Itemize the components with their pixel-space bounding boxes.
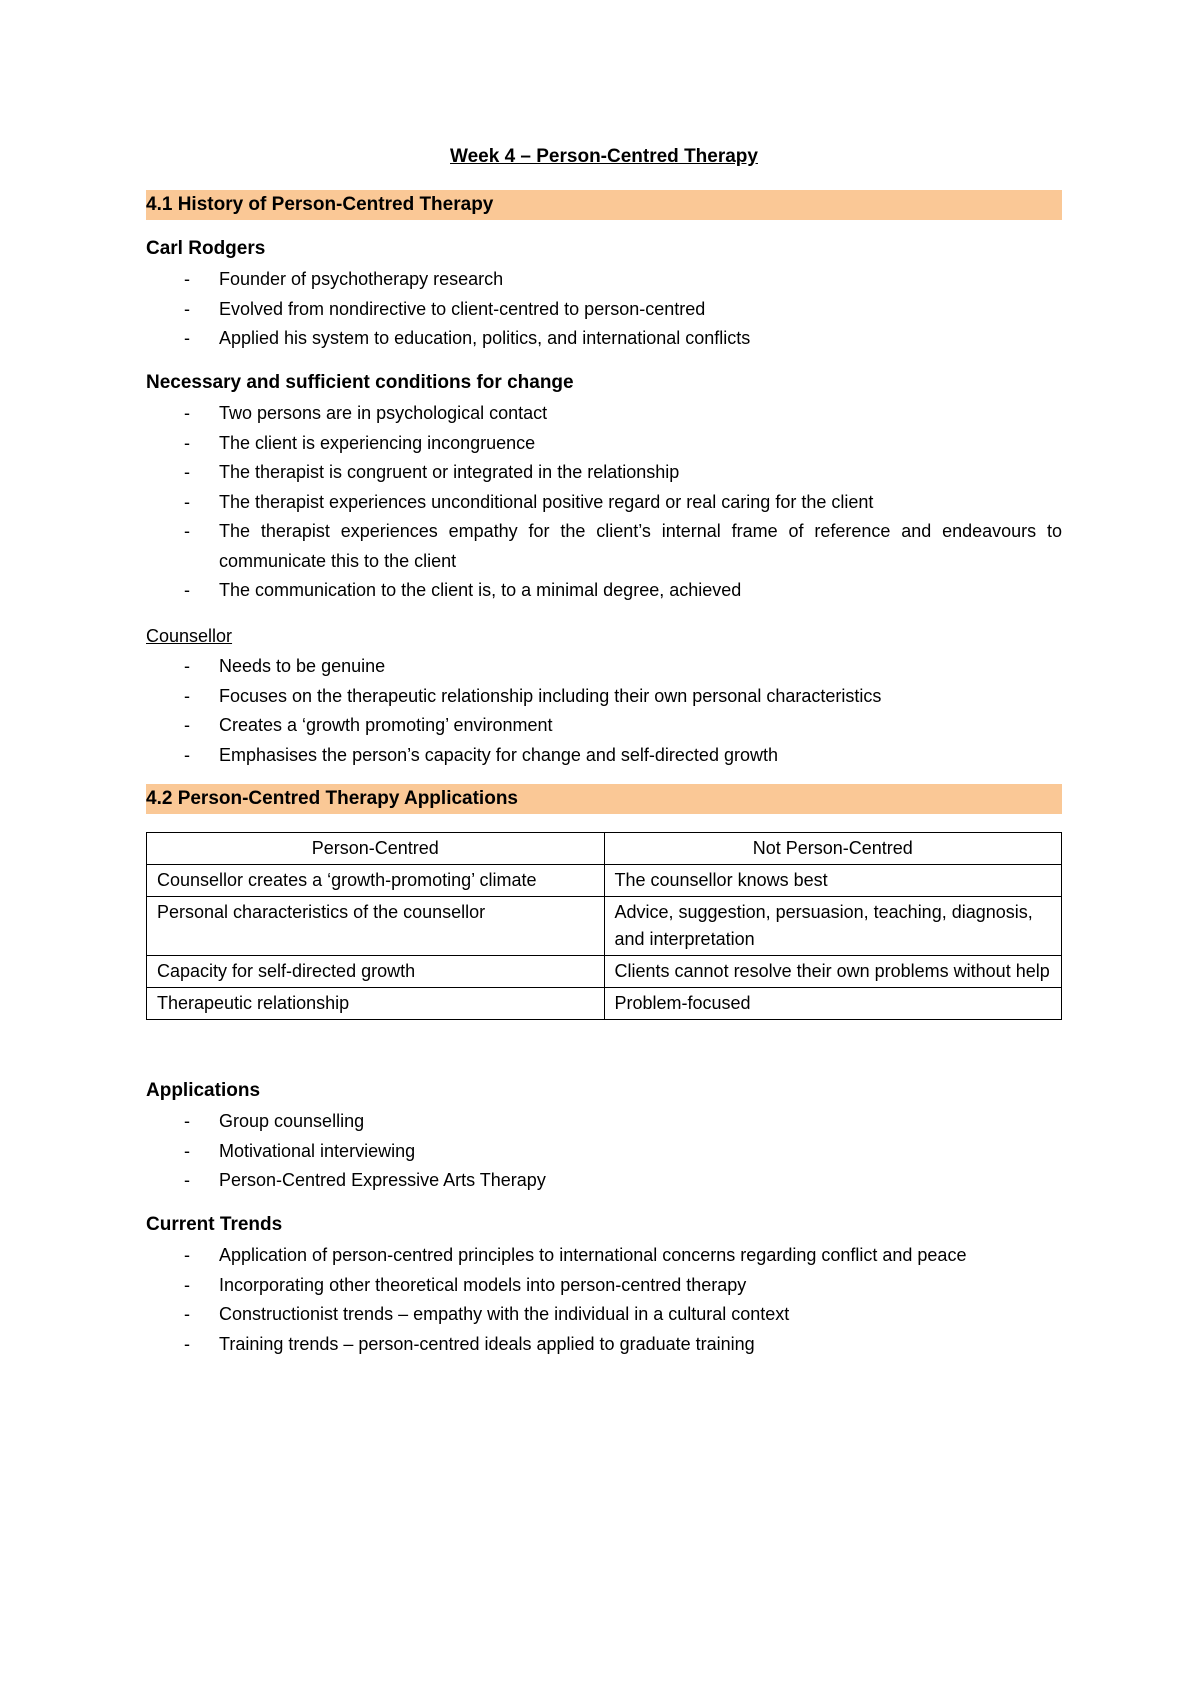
table-row	[147, 956, 1062, 988]
table-cell: Personal characteristics of the counsellor	[147, 897, 605, 956]
table-cell: Therapeutic relationship	[147, 988, 605, 1020]
list-item: - Person-Centred Expressive Arts Therapy	[146, 1166, 1062, 1196]
carl-rodgers-list	[146, 265, 1062, 354]
table-header-row	[147, 833, 1062, 865]
list-item: - Founder of psychotherapy research	[146, 265, 1062, 295]
list-item: - Focuses on the therapeutic relationship including their own personal characteristics	[146, 682, 1062, 712]
list-item: - Needs to be genuine	[146, 652, 1062, 682]
conditions-list	[146, 399, 1062, 606]
table-cell: Capacity for self-directed growth	[147, 956, 605, 988]
list-item: - Emphasises the person’s capacity for change and self-directed growth	[146, 741, 1062, 771]
list-item: - The client is experiencing incongruence	[146, 429, 1062, 459]
subheading-applications: Applications	[146, 1080, 261, 1101]
table-row	[147, 865, 1062, 897]
list-item: - Incorporating other theoretical models into person-centred therapy	[146, 1271, 1062, 1301]
list-item: - Creates a ‘growth promoting’ environment	[146, 711, 1062, 741]
list-item: - Training trends – person-centred ideals applied to graduate training	[146, 1330, 1062, 1360]
document-title: Week 4 – Person-Centred Therapy	[450, 146, 758, 167]
list-item: - Constructionist trends – empathy with the individual in a cultural context	[146, 1300, 1062, 1330]
section-heading-history: 4.1 History of Person-Centred Therapy	[146, 190, 1062, 220]
table-row	[147, 897, 1062, 956]
section-heading-applications: 4.2 Person-Centred Therapy Applications	[146, 784, 1062, 814]
table-row	[147, 988, 1062, 1020]
table-cell: Advice, suggestion, persuasion, teaching, diagnosis, and interpretation	[604, 897, 1062, 956]
counsellor-list	[146, 652, 1062, 770]
list-item: - Applied his system to education, politics, and international conflicts	[146, 324, 1062, 354]
list-item: - Evolved from nondirective to client-centred to person-centred	[146, 295, 1062, 325]
table-cell: The counsellor knows best	[604, 865, 1062, 897]
table-header-cell: Not Person-Centred	[604, 833, 1062, 865]
subheading-conditions: Necessary and sufficient conditions for change	[146, 372, 574, 393]
current-trends-list	[146, 1241, 1062, 1359]
list-item: - The therapist experiences empathy for the client’s internal frame of reference and endeavours to communicate this to the client	[146, 517, 1062, 576]
comparison-table	[146, 832, 1062, 1020]
applications-list	[146, 1107, 1062, 1196]
table-cell: Problem-focused	[604, 988, 1062, 1020]
subheading-counsellor: Counsellor	[146, 626, 233, 646]
list-item: - Motivational interviewing	[146, 1137, 1062, 1167]
subheading-carl-rodgers: Carl Rodgers	[146, 238, 266, 259]
list-item: - Two persons are in psychological contact	[146, 399, 1062, 429]
table-header-cell: Person-Centred	[147, 833, 605, 865]
list-item: - Application of person-centred principles to international concerns regarding conflict and peace	[146, 1241, 1062, 1271]
table-cell: Counsellor creates a ‘growth-promoting’ climate	[147, 865, 605, 897]
list-item: - The therapist is congruent or integrated in the relationship	[146, 458, 1062, 488]
subheading-current-trends: Current Trends	[146, 1214, 283, 1235]
table-cell: Clients cannot resolve their own problems without help	[604, 956, 1062, 988]
list-item: - Group counselling	[146, 1107, 1062, 1137]
list-item: - The therapist experiences unconditional positive regard or real caring for the client	[146, 488, 1062, 518]
list-item: - The communication to the client is, to a minimal degree, achieved	[146, 576, 1062, 606]
